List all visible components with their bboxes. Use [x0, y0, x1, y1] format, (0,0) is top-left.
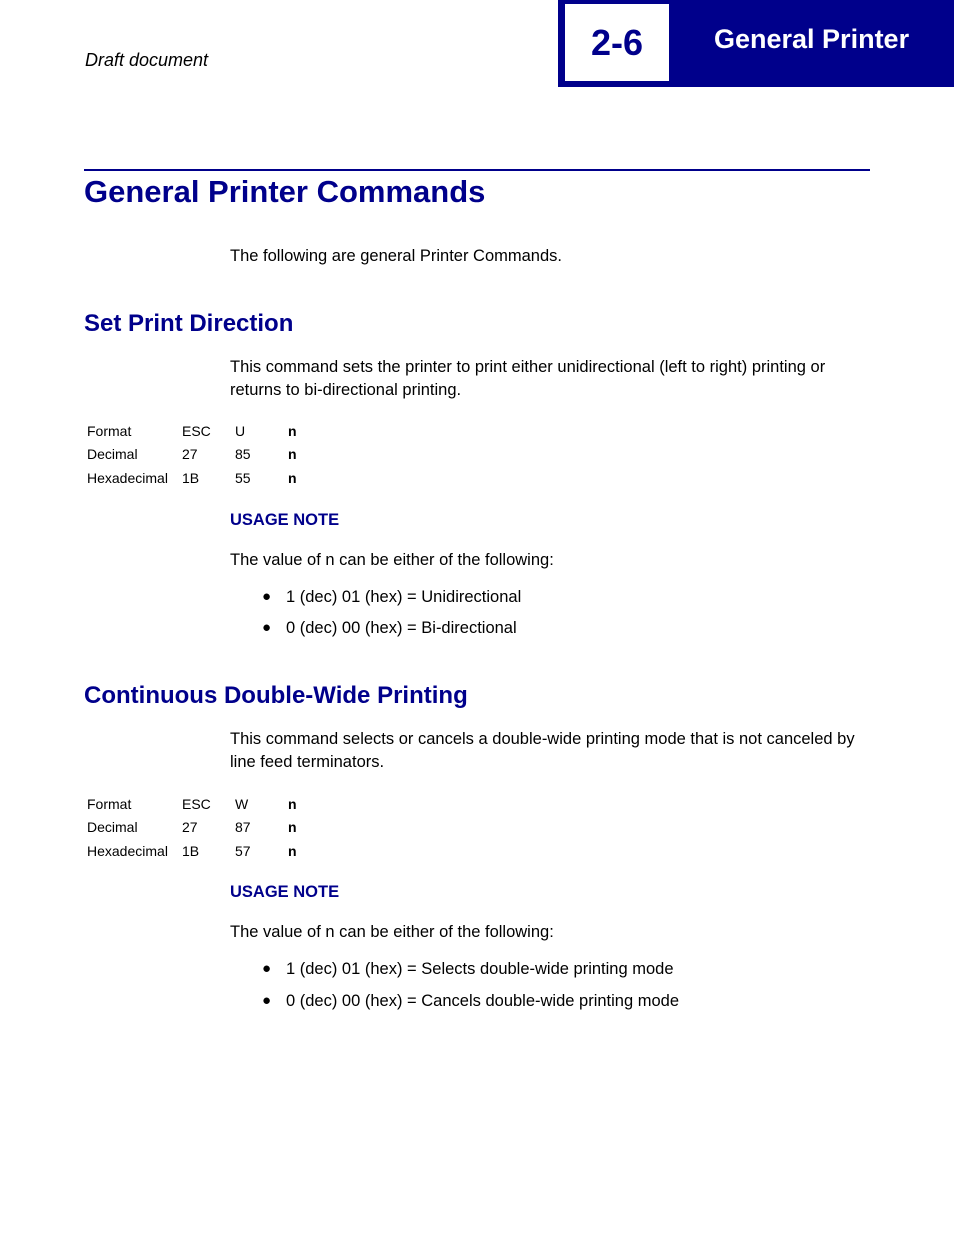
usage-note-text: The value of n can be either of the following: [230, 551, 554, 569]
section-description: This command selects or cancels a double-wide printing mode that is not canceled by line feed terminators. [230, 730, 855, 771]
chapter-number-box [565, 4, 669, 81]
list-item-text: 0 (dec) 00 (hex) = Cancels double-wide printing mode [286, 992, 680, 1010]
table-cell: Hexadecimal [87, 842, 168, 859]
table-cell: n [288, 446, 297, 463]
table-cell: 55 [235, 469, 251, 486]
bullet-icon: ● [262, 960, 272, 977]
table-cell: W [235, 795, 249, 812]
table-cell: 27 [182, 446, 198, 463]
table-cell: n [288, 819, 297, 836]
table-cell: 27 [182, 819, 198, 836]
bullet-icon: ● [262, 588, 272, 605]
table-row [84, 816, 300, 840]
list-item [262, 619, 517, 638]
draft-label: Draft document [85, 50, 209, 70]
table-cell: Format [87, 795, 132, 812]
table-cell: ESC [182, 795, 211, 812]
table-row [84, 443, 300, 467]
table-row [84, 792, 300, 816]
table-cell: 57 [235, 842, 251, 859]
table-cell: ESC [182, 422, 211, 439]
bullet-icon: ● [262, 992, 272, 1009]
table-row [84, 839, 300, 863]
intro-text: The following are general Printer Commands. [230, 247, 562, 265]
list-item [262, 588, 521, 607]
list-item [262, 992, 679, 1011]
table-cell: 1B [182, 469, 200, 486]
chapter-title: General Printer [714, 24, 910, 54]
title-rule [84, 169, 870, 171]
table-cell: 1B [182, 842, 200, 859]
section-title: Continuous Double-Wide Printing [84, 682, 468, 709]
table-cell: Decimal [87, 446, 138, 463]
table-cell: Format [87, 422, 132, 439]
command-table [84, 419, 300, 490]
list-item-text: 0 (dec) 00 (hex) = Bi-directional [286, 619, 517, 637]
table-cell: n [288, 842, 297, 859]
usage-note-label: USAGE NOTE [230, 511, 340, 529]
table-cell: Decimal [87, 819, 138, 836]
usage-note-text: The value of n can be either of the following: [230, 923, 554, 941]
table-row [84, 466, 300, 490]
table-row [84, 419, 300, 443]
table-cell: n [288, 795, 297, 812]
list-item-text: 1 (dec) 01 (hex) = Selects double-wide printing mode [286, 960, 674, 978]
section-title: Set Print Direction [84, 310, 294, 337]
table-cell: U [235, 422, 246, 439]
section-description: This command sets the printer to print either unidirectional (left to right) printing or returns to bi-directional printing. [230, 358, 826, 399]
table-cell: n [288, 469, 297, 486]
usage-note-label: USAGE NOTE [230, 883, 340, 901]
table-cell: 87 [235, 819, 251, 836]
page-title: General Printer Commands [84, 174, 486, 209]
bullet-icon: ● [262, 619, 272, 636]
table-cell: Hexadecimal [87, 469, 168, 486]
table-cell: n [288, 422, 297, 439]
list-item [262, 960, 674, 979]
list-item-text: 1 (dec) 01 (hex) = Unidirectional [286, 588, 522, 606]
command-table [84, 792, 300, 863]
table-cell: 85 [235, 446, 251, 463]
chapter-number: 2-6 [590, 21, 644, 63]
